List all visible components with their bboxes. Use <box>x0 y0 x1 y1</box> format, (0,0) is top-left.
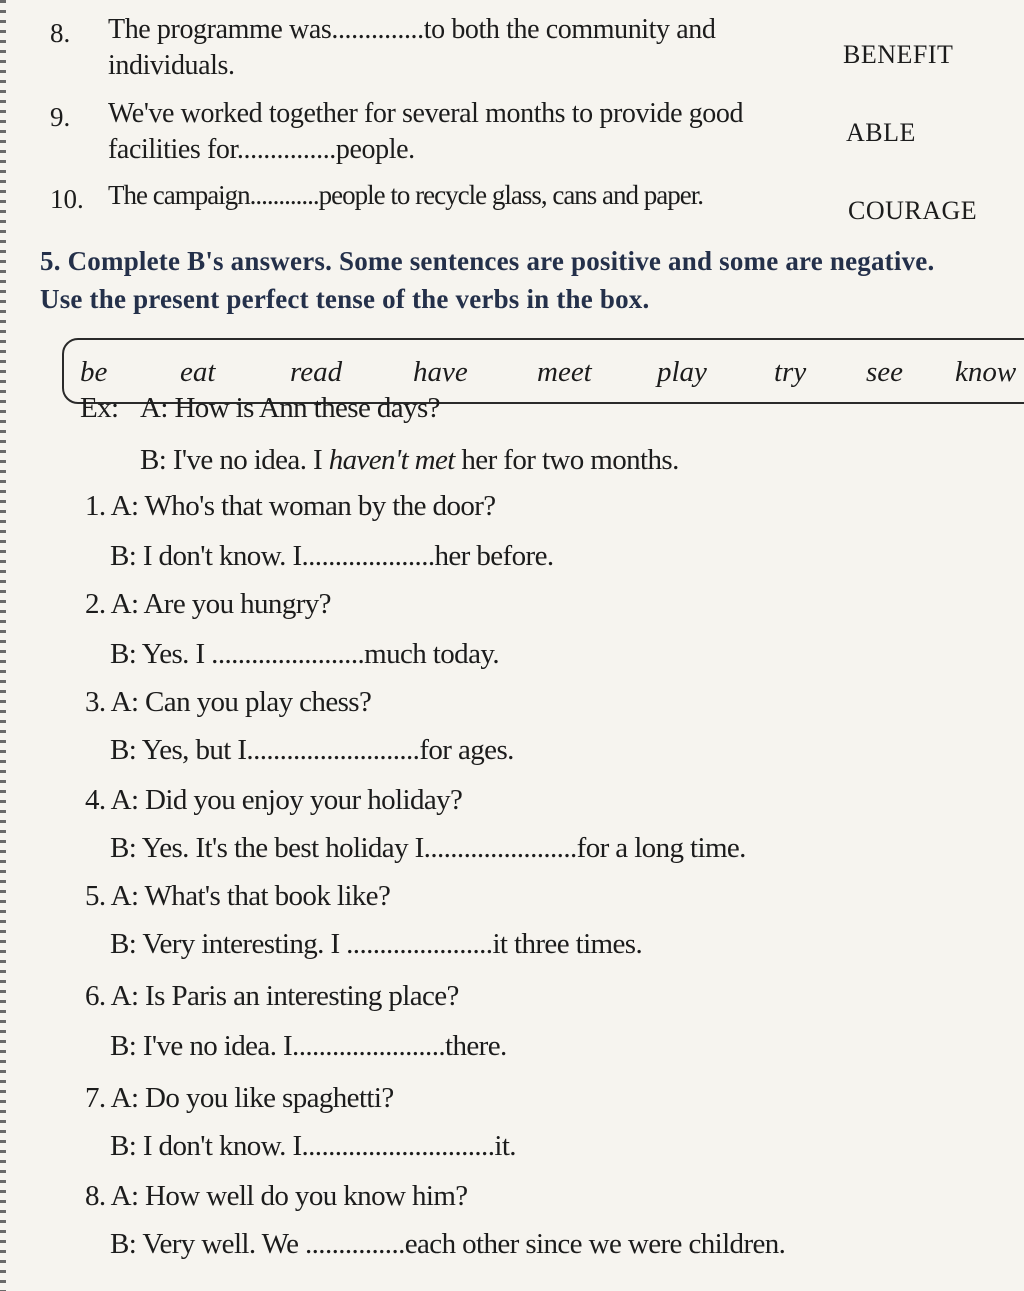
item-number: 10. <box>50 184 84 214</box>
example-answer-emphasis: haven't met <box>328 444 455 476</box>
dialogue-question: 3. A: Can you play chess? <box>85 686 372 718</box>
example-label: Ex: <box>80 392 119 424</box>
page-edge-dots <box>0 0 6 1291</box>
dialogue-answer: B: Yes, but I..........................for ages. <box>110 734 514 766</box>
section-heading: 5. Complete B's answers. Some sentences are positive and some are negative. <box>40 246 935 276</box>
question-line: facilities for...............people. <box>108 134 415 165</box>
example-question: A: How is Ann these days? <box>140 392 440 424</box>
dialogue-question: 2. A: Are you hungry? <box>85 588 331 620</box>
dialogue-answer: B: I've no idea. I.......................there. <box>110 1030 507 1062</box>
dialogue-answer: B: I don't know. I....................her before. <box>110 540 554 572</box>
dialogue-answer: B: Very interesting. I ......................it three times. <box>110 928 643 960</box>
verb-word: see <box>866 356 904 388</box>
dialogue-question: 1. A: Who's that woman by the door? <box>85 490 496 522</box>
verb-word: play <box>657 356 707 388</box>
item-number: 8. <box>50 18 71 48</box>
question-line: The programme was..............to both the community and <box>108 14 716 45</box>
verb-word: try <box>774 356 807 388</box>
dialogue-answer: B: Very well. We ...............each other since we were children. <box>110 1228 786 1260</box>
dialogue-question: 5. A: What's that book like? <box>85 880 391 912</box>
verb-word: eat <box>180 356 216 388</box>
dialogue-question: 8. A: How well do you know him? <box>85 1180 468 1212</box>
verb-word: be <box>80 356 108 388</box>
item-number: 9. <box>50 102 71 132</box>
question-line: individuals. <box>108 50 235 81</box>
verb-word: have <box>413 356 468 388</box>
question-line: The campaign............people to recycle glass, cans and paper. <box>108 180 704 210</box>
dialogue-answer: B: Yes. It's the best holiday I.......................for a long time. <box>110 832 746 864</box>
keyword: COURAGE <box>848 196 978 225</box>
keyword: BENEFIT <box>843 40 954 69</box>
question-line: We've worked together for several months to provide good <box>108 98 744 129</box>
verb-word: know <box>955 356 1017 388</box>
section-instruction: Use the present perfect tense of the verbs in the box. <box>40 284 650 314</box>
example-answer: B: I've no idea. I haven't met her for two months. <box>140 444 679 476</box>
dialogue-answer: B: Yes. I .......................much today. <box>110 638 500 670</box>
keyword: ABLE <box>846 118 916 147</box>
dialogue-question: 6. A: Is Paris an interesting place? <box>85 980 459 1012</box>
dialogue-question: 7. A: Do you like spaghetti? <box>85 1082 394 1114</box>
verb-word: meet <box>537 356 592 388</box>
dialogue-question: 4. A: Did you enjoy your holiday? <box>85 784 463 816</box>
dialogue-answer: B: I don't know. I.............................it. <box>110 1130 516 1162</box>
verb-word: read <box>290 356 343 388</box>
